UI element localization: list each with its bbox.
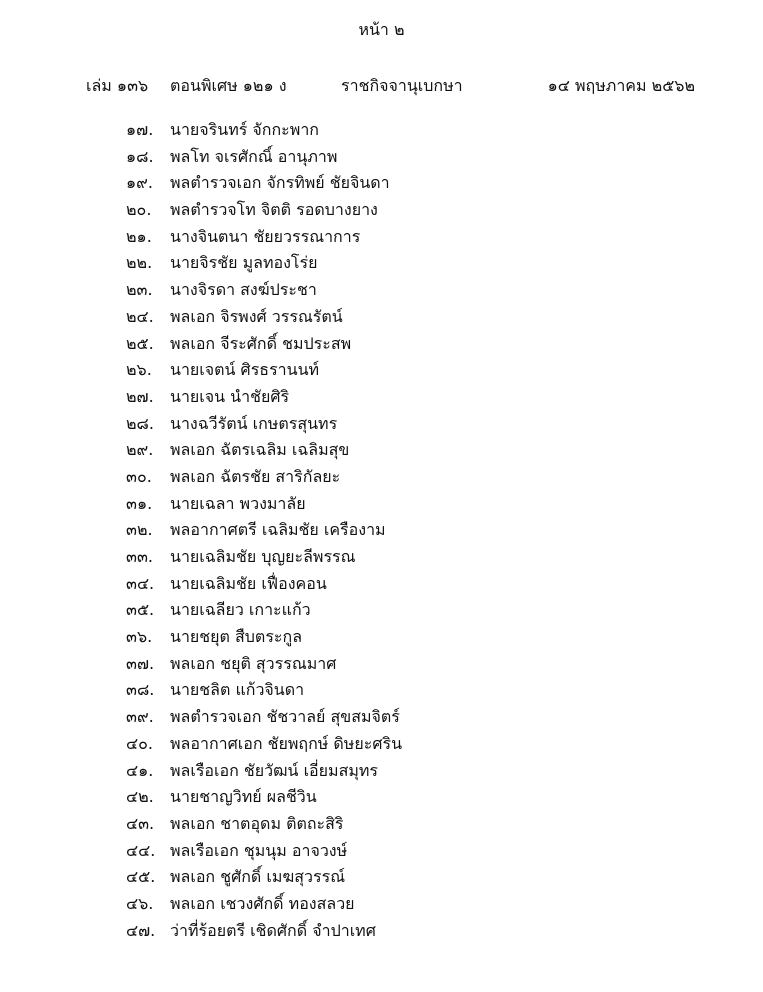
entry-number: ๓๔.	[126, 573, 155, 593]
entry-number: ๓๐.	[126, 466, 152, 486]
list-item	[126, 624, 402, 651]
entry-name: พลตำรวจเอก ชัชวาลย์ สุขสมจิตร์	[170, 707, 400, 727]
entry-name: พลอากาศเอก ชัยพฤกษ์ ดิษยะศริน	[170, 733, 403, 753]
entry-name: นายเฉลา พวงมาลัย	[170, 493, 306, 513]
list-item	[126, 224, 402, 251]
header-date: ๑๔ พฤษภาคม ๒๕๖๒	[547, 76, 695, 95]
entry-number: ๔๓.	[126, 813, 155, 833]
entry-name: นายเฉลิมชัย เฟื่องคอน	[170, 573, 327, 593]
header-issue: ตอนพิเศษ ๑๒๑ ง	[170, 76, 287, 95]
entry-name: นายเฉลิมชัย บุญยะลีพรรณ	[170, 547, 356, 566]
list-item	[126, 357, 402, 384]
entry-number: ๓๒.	[126, 520, 153, 540]
entry-number: ๔๐.	[126, 733, 153, 753]
entry-number: ๔๑.	[126, 760, 154, 780]
entry-number: ๒๙.	[126, 440, 154, 460]
entry-name: พลเอก จิรพงศ์ วรรณรัตน์	[170, 306, 343, 326]
list-item	[126, 838, 402, 865]
list-item	[126, 811, 402, 838]
list-item	[126, 597, 402, 624]
gazette-header	[0, 74, 763, 98]
list-item	[126, 891, 402, 918]
entry-number: ๒๘.	[126, 413, 154, 433]
entry-number: ๒๗.	[126, 386, 154, 406]
list-item	[126, 117, 402, 144]
entry-name: พลเอก ฉัตรเฉลิม เฉลิมสุข	[170, 440, 350, 460]
list-item	[126, 758, 402, 785]
list-item	[126, 197, 402, 224]
entry-name: นายชาญวิทย์ ผลชีวิน	[170, 787, 317, 807]
entry-number: ๓๗.	[126, 653, 155, 673]
entry-number: ๒๐.	[126, 200, 152, 220]
entry-name: นายจรินทร์ จักกะพาก	[170, 120, 319, 139]
list-item	[126, 517, 402, 544]
entry-number: ๓๙.	[126, 707, 154, 727]
list-item	[126, 384, 402, 411]
list-item	[126, 704, 402, 731]
list-item	[126, 250, 402, 277]
entry-name: พลเอก ฉัตรชัย สาริกัลยะ	[170, 466, 341, 486]
list-item	[126, 277, 402, 304]
entry-name: พลเอก ชาตอุดม ติตถะสิริ	[170, 813, 344, 833]
entry-number: ๑๗.	[126, 120, 154, 139]
entry-name: นายชยุต สืบตระกูล	[170, 627, 302, 647]
list-item	[126, 170, 402, 197]
entry-number: ๔๖.	[126, 893, 154, 913]
entry-number: ๔๔.	[126, 840, 156, 860]
entry-name: พลเอก จีระศักดิ์ ชมประสพ	[170, 333, 352, 353]
entry-name: นายจิรชัย มูลทองโร่ย	[170, 253, 318, 273]
entry-number: ๑๘.	[126, 146, 154, 166]
entry-name: พลตำรวจเอก จักรทิพย์ ชัยจินดา	[170, 173, 390, 193]
list-item	[126, 411, 402, 438]
entry-number: ๒๕.	[126, 333, 154, 353]
entry-number: ๔๒.	[126, 787, 154, 807]
entry-number: ๒๖.	[126, 360, 152, 380]
entry-name: นายเจตน์ ศิรธรานนท์	[170, 360, 320, 380]
list-item	[126, 731, 402, 758]
entry-number: ๓๑.	[126, 493, 153, 513]
list-item	[126, 491, 402, 518]
entry-number: ๓๖.	[126, 627, 153, 647]
entry-name: พลเรือเอก ชัยวัฒน์ เอี่ยมสมุทร	[170, 760, 379, 780]
entry-name: นางจิรดา สงฆ์ประชา	[170, 280, 317, 300]
entry-name: ว่าที่ร้อยตรี เชิดศักดิ์ จำปาเทศ	[170, 920, 376, 940]
list-item	[126, 144, 402, 171]
page-number: หน้า ๒	[358, 20, 405, 39]
entry-name: พลเอก ชูศักดิ์ เมฆสุวรรณ์	[170, 867, 346, 887]
entry-name: พลอากาศตรี เฉลิมชัย เครืองาม	[170, 520, 386, 540]
header-publication: ราชกิจจานุเบกษา	[341, 76, 463, 95]
entry-name: พลตำรวจโท จิตติ รอดบางยาง	[170, 200, 378, 220]
entry-number: ๒๑.	[126, 226, 152, 246]
entry-number: ๔๗.	[126, 920, 156, 940]
entry-name: พลโท จเรศักณิ์ อานุภาพ	[170, 146, 338, 166]
name-list	[126, 117, 402, 944]
entry-number: ๓๓.	[126, 547, 153, 566]
entry-name: นายชลิต แก้วจินดา	[170, 680, 305, 700]
entry-number: ๔๕.	[126, 867, 156, 887]
entry-name: นางฉวีรัตน์ เกษตรสุนทร	[170, 413, 338, 433]
entry-name: นางจินตนา ชัยยวรรณาการ	[170, 226, 361, 246]
entry-name: พลเรือเอก ชุมนุม อาจวงษ์	[170, 840, 348, 860]
list-item	[126, 651, 402, 678]
entry-name: นายเฉลียว เกาะแก้ว	[170, 600, 311, 620]
list-item	[126, 304, 402, 331]
list-item	[126, 918, 402, 945]
list-item	[126, 464, 402, 491]
list-item	[126, 784, 402, 811]
header-volume: เล่ม ๑๓๖	[86, 76, 149, 95]
list-item	[126, 437, 402, 464]
entry-name: นายเจน นำชัยศิริ	[170, 386, 290, 406]
entry-number: ๓๕.	[126, 600, 155, 620]
entry-number: ๒๒.	[126, 253, 153, 273]
entry-name: พลเอก ชยุติ สุวรรณมาศ	[170, 653, 337, 673]
entry-number: ๓๘.	[126, 680, 155, 700]
entry-number: ๒๓.	[126, 280, 153, 300]
list-item	[126, 864, 402, 891]
entry-number: ๒๔.	[126, 306, 154, 326]
list-item	[126, 677, 402, 704]
list-item	[126, 571, 402, 598]
entry-number: ๑๙.	[126, 173, 153, 193]
entry-name: พลเอก เชวงศักดิ์ ทองสลวย	[170, 893, 355, 913]
list-item	[126, 331, 402, 358]
list-item	[126, 544, 402, 571]
